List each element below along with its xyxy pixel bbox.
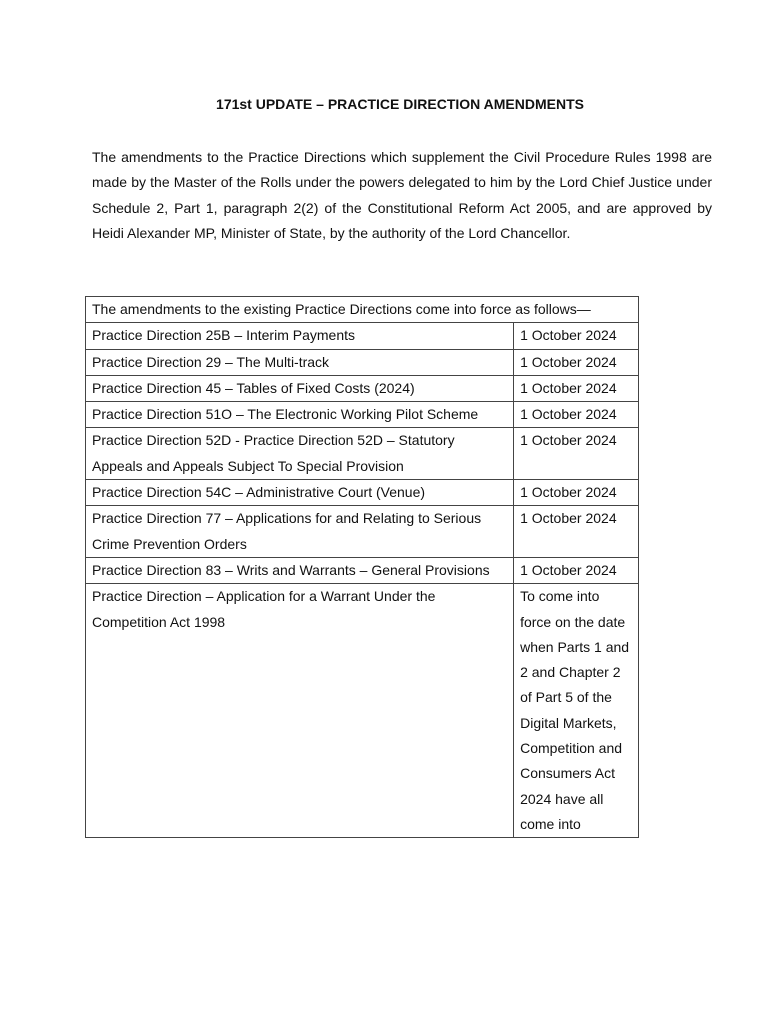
document-title: 171st UPDATE – PRACTICE DIRECTION AMENDMENTS — [216, 96, 584, 112]
table-row — [86, 375, 639, 401]
amendments-table — [85, 296, 639, 838]
direction-cell: Practice Direction 51O – The Electronic Working Pilot Scheme — [86, 402, 514, 428]
intro-paragraph: The amendments to the Practice Directions which supplement the Civil Procedure Rules 1998 are made by the Master of the Rolls under the powers delegated to him by the Lord Chief Justice under Schedule 2, Part 1, paragraph 2(2) of the Constitutional Reform Act 2005, and are approved by Heidi Alexander MP, Minister of State, by the authority of the Lord Chancellor. — [92, 149, 712, 241]
date-cell: 1 October 2024 — [514, 375, 639, 401]
direction-cell: Practice Direction 77 – Applications for and Relating to Serious Crime Prevention Orders — [86, 506, 514, 558]
date-cell: 1 October 2024 — [514, 428, 639, 480]
date-cell: 1 October 2024 — [514, 323, 639, 349]
date-cell: To come into force on the date when Parts 1 and 2 and Chapter 2 of Part 5 of the Digital Markets, Competition and Consumers Act 2024 have all come into — [514, 584, 639, 838]
table-row — [86, 428, 639, 480]
table-row — [86, 584, 639, 838]
date-cell: 1 October 2024 — [514, 557, 639, 583]
table-header-cell: The amendments to the existing Practice Directions come into force as follows— — [86, 297, 639, 323]
direction-cell: Practice Direction 45 – Tables of Fixed Costs (2024) — [86, 375, 514, 401]
direction-cell: Practice Direction 54C – Administrative Court (Venue) — [86, 480, 514, 506]
table-row — [86, 323, 639, 349]
table-row — [86, 402, 639, 428]
direction-cell: Practice Direction 83 – Writs and Warrants – General Provisions — [86, 557, 514, 583]
direction-cell: Practice Direction – Application for a Warrant Under the Competition Act 1998 — [86, 584, 514, 838]
date-cell: 1 October 2024 — [514, 402, 639, 428]
table-header-row — [86, 297, 639, 323]
direction-cell: Practice Direction 25B – Interim Payments — [86, 323, 514, 349]
table-row — [86, 349, 639, 375]
date-cell: 1 October 2024 — [514, 480, 639, 506]
table-row — [86, 480, 639, 506]
direction-cell: Practice Direction 29 – The Multi-track — [86, 349, 514, 375]
date-cell: 1 October 2024 — [514, 506, 639, 558]
date-cell: 1 October 2024 — [514, 349, 639, 375]
table-row — [86, 557, 639, 583]
table-row — [86, 506, 639, 558]
direction-cell: Practice Direction 52D - Practice Direction 52D – Statutory Appeals and Appeals Subject To Special Provision — [86, 428, 514, 480]
